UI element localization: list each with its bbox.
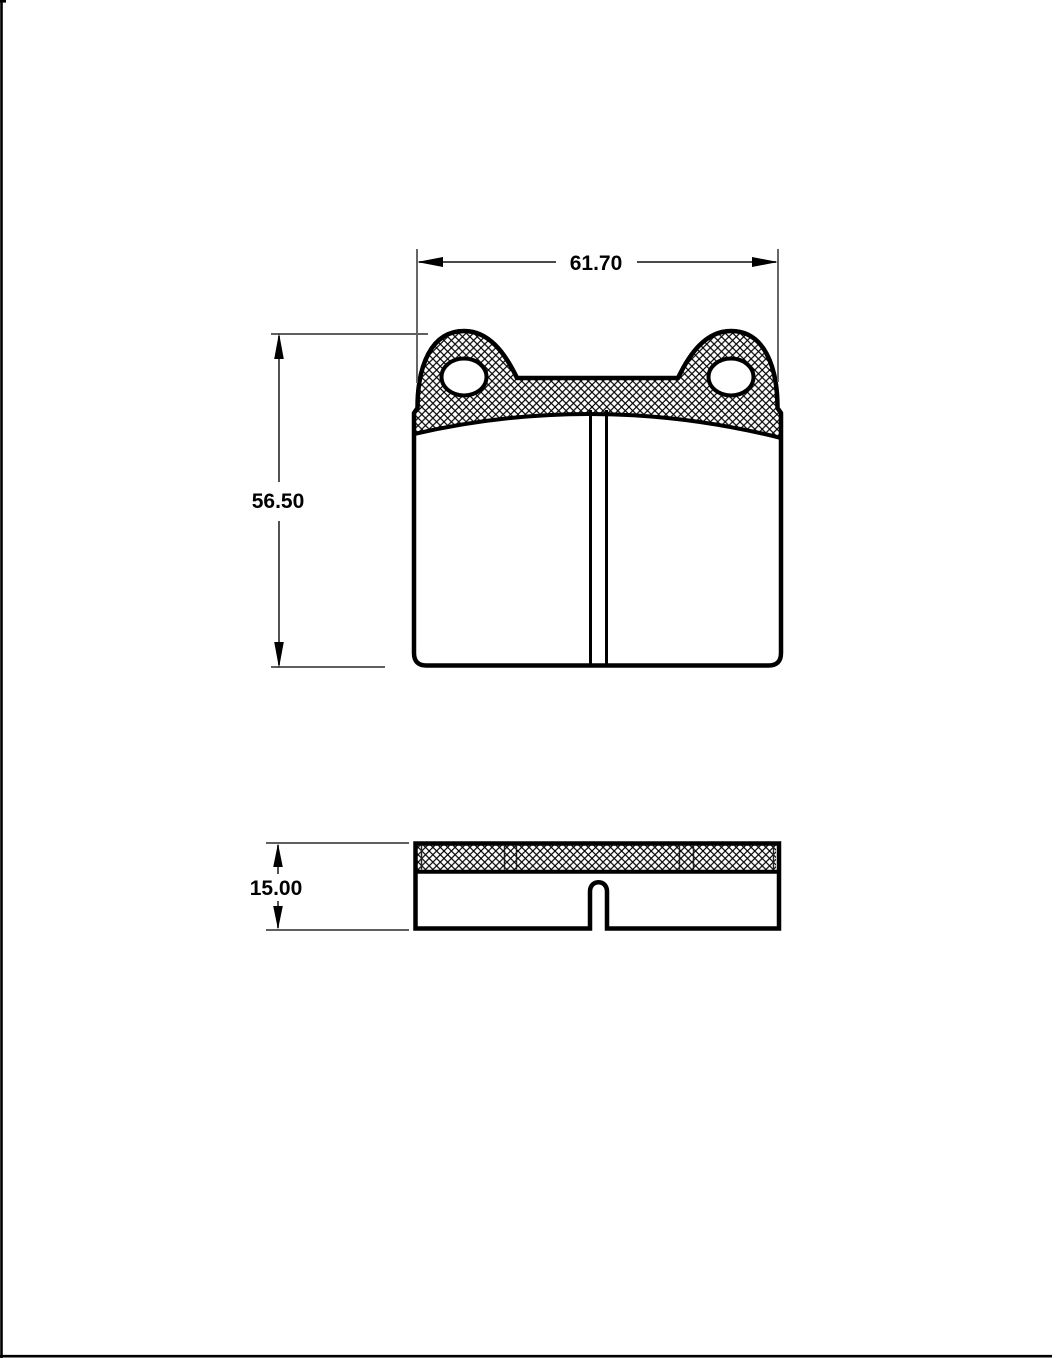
right-ear-hole [709,359,754,396]
width-dim-label: 61.70 [569,252,623,275]
front-view [414,331,781,666]
arrow-up-icon [273,844,283,868]
arrow-left-icon [417,257,443,267]
thickness-dim-label: 15.00 [249,877,303,900]
arrow-up-icon [274,333,284,359]
thickness-dimension [250,843,409,930]
arrow-down-icon [274,642,284,668]
left-ear-hole [442,359,487,396]
height-dim-label: 56.50 [251,490,305,513]
arrow-down-icon [273,906,283,930]
arrow-right-icon [752,257,778,267]
side-view [414,844,781,929]
side-hatched-layer [418,845,777,871]
height-dimension [252,333,428,668]
